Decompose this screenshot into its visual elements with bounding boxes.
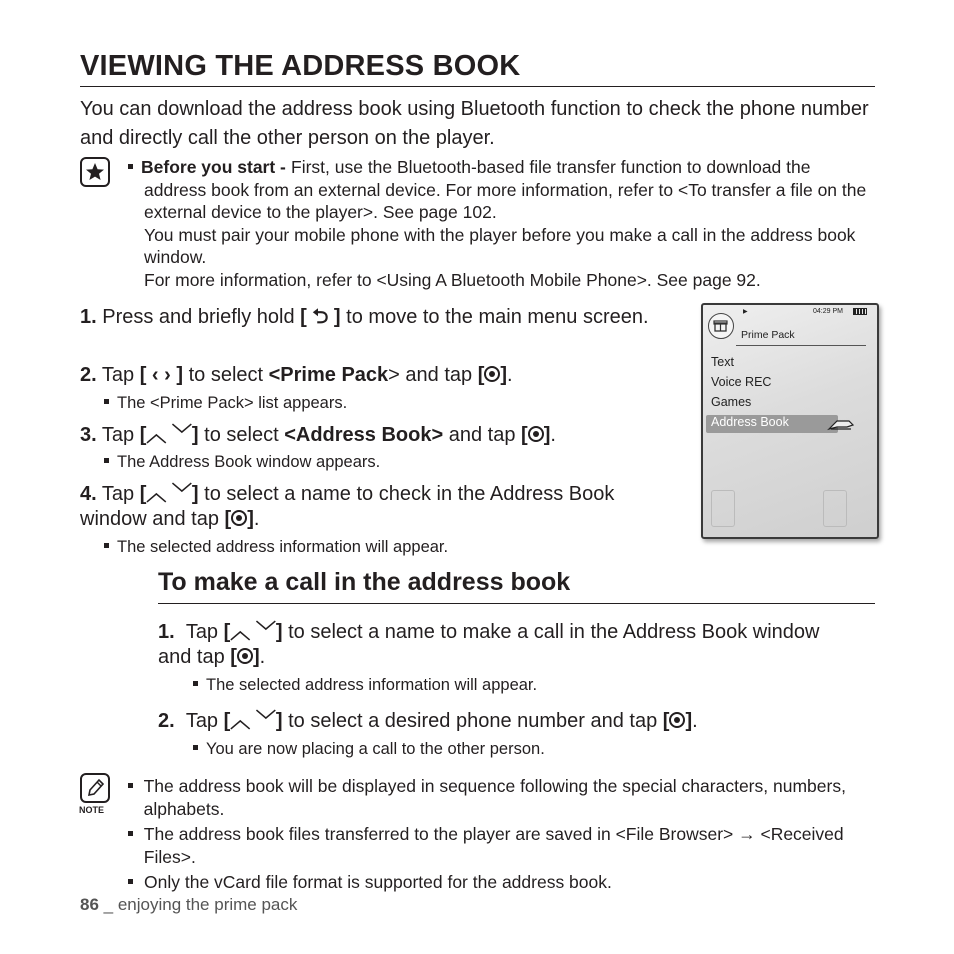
- before-label: Before you start -: [141, 157, 286, 177]
- select-key-icon: [528, 426, 544, 442]
- note-label: NOTE: [79, 805, 105, 815]
- select-key-icon: [231, 510, 247, 526]
- prime-pack-icon: [708, 313, 734, 339]
- section-title: To make a call in the address book: [158, 568, 571, 596]
- play-icon: ▶: [743, 309, 748, 315]
- address-book-icon: [827, 415, 855, 433]
- battery-icon: [853, 308, 867, 315]
- note-pencil-icon: [80, 773, 110, 803]
- before-text-3: For more information, refer to <Using A Bluetooth Mobile Phone>. See page 92.: [144, 269, 761, 290]
- bullet-icon: [128, 879, 133, 884]
- left-right-key-icon: [ ‹ › ]: [139, 364, 184, 386]
- step-number: 1.: [80, 306, 97, 328]
- menu-item-name: <Address Book>: [284, 424, 444, 446]
- up-down-key-icon: [︿ ﹀]: [139, 483, 199, 505]
- step-text: Tap: [101, 364, 135, 386]
- step-text: to select a desired phone number and tap: [288, 710, 658, 732]
- before-text-2: You must pair your mobile phone with the player before you make a call in the address book window.: [144, 224, 856, 267]
- step-text: Tap: [101, 483, 135, 505]
- step-text: to move to the main menu screen.: [346, 306, 649, 328]
- header-divider: [736, 345, 866, 346]
- bullet-icon: [128, 164, 133, 169]
- screen-header: Prime Pack: [741, 329, 795, 341]
- note-item: [128, 871, 868, 894]
- result-text: The <Prime Pack> list appears.: [117, 394, 348, 412]
- bullet-icon: [104, 458, 109, 463]
- menu-item-address-book[interactable]: Address Book: [711, 415, 789, 429]
- step-text: to select a name to check in the Address Book window and tap: [80, 483, 615, 530]
- before-text-1: First, use the Bluetooth-based file transfer function to download the address book from an external device. For more information, refer to <To transfer a file on the external device to the player>. See page 102.: [144, 157, 867, 222]
- step-3: 3. Tap [︿ ﹀] to select <Address Book> and tap [ ].: [80, 424, 556, 446]
- up-down-key-icon: [︿ ﹀]: [223, 710, 283, 732]
- bullet-icon: [128, 783, 133, 788]
- select-key-icon: [237, 648, 253, 664]
- up-down-key-icon: [︿ ﹀]: [139, 424, 199, 446]
- step-4-result: [104, 537, 448, 557]
- result-text: You are now placing a call to the other person.: [206, 740, 545, 758]
- menu-item-text[interactable]: Text: [711, 355, 734, 369]
- select-key-icon: [484, 366, 500, 382]
- notes-list: [128, 775, 868, 894]
- star-icon: [80, 157, 110, 187]
- section-name: _ enjoying the prime pack: [103, 895, 298, 914]
- step-2: 2. Tap [ ‹ › ] to select <Prime Pack> and tap [ ].: [80, 364, 513, 386]
- note-item: [128, 775, 868, 820]
- note-text: Only the vCard file format is supported for the address book.: [144, 872, 612, 892]
- up-down-key-icon: [︿ ﹀]: [223, 621, 283, 643]
- title-rule: [80, 86, 875, 87]
- note-text: The address book will be displayed in sequence following the special characters, numbers, alphabets.: [143, 776, 846, 819]
- note-item: [128, 823, 868, 868]
- step-1: [80, 305, 650, 330]
- result-text: The Address Book window appears.: [117, 453, 381, 471]
- bullet-icon: [193, 681, 198, 686]
- result-text: The selected address information will appear.: [206, 676, 538, 694]
- menu-item-voice-rec[interactable]: Voice REC: [711, 375, 772, 389]
- step-3-result: [104, 452, 380, 472]
- step-number: 2.: [158, 710, 175, 732]
- step-text: to select: [204, 424, 279, 446]
- bullet-icon: [193, 745, 198, 750]
- page-number: 86: [80, 895, 99, 914]
- step-2-result: [104, 393, 347, 413]
- call-step-2-result: [193, 739, 545, 759]
- call-step-1-result: [193, 675, 537, 695]
- step-text: to select a name to make a call in the Address Book window and tap: [158, 621, 820, 668]
- step-number: 1.: [158, 621, 175, 643]
- note-text: The address book files transferred to the player are saved in <File Browser> → <Received Files>.: [143, 824, 844, 867]
- bullet-icon: [128, 831, 133, 836]
- decoration-shape: [711, 490, 735, 527]
- step-text: Tap: [101, 424, 135, 446]
- call-step-2: 2. Tap [︿ ﹀] to select a desired phone number and tap [ ].: [158, 710, 698, 732]
- step-text: Press and briefly hold: [102, 306, 295, 328]
- step-number: 4.: [80, 483, 97, 505]
- before-you-start-note: [128, 156, 868, 291]
- menu-item-name: <Prime Pack: [268, 364, 389, 386]
- step-number: 2.: [80, 364, 97, 386]
- step-number: 3.: [80, 424, 97, 446]
- bullet-icon: [104, 543, 109, 548]
- section-rule: [158, 603, 875, 604]
- back-key-icon: [ ⮌ ]: [300, 306, 341, 328]
- step-4: 4. Tap [︿ ﹀] to select a name to check in the Address Book window and tap [ ].: [80, 483, 615, 530]
- intro-paragraph: You can download the address book using Bluetooth function to check the phone number and directly call the other person on the player.: [80, 98, 869, 149]
- decoration-shape: [823, 490, 847, 527]
- select-key-icon: [669, 712, 685, 728]
- bullet-icon: [104, 399, 109, 404]
- device-screen: [701, 303, 879, 539]
- call-step-1: 1. Tap [︿ ﹀] to select a name to make a call in the Address Book window and tap [ ].: [158, 621, 820, 668]
- step-text: and tap: [448, 424, 516, 446]
- step-text: to select: [188, 364, 264, 386]
- page-title: VIEWING THE ADDRESS BOOK: [80, 50, 521, 82]
- step-text: Tap: [185, 621, 219, 643]
- result-text: The selected address information will appear.: [117, 538, 449, 556]
- menu-item-games[interactable]: Games: [711, 395, 752, 409]
- clock-text: 04:29 PM: [813, 308, 843, 315]
- step-text: > and tap: [388, 364, 473, 386]
- step-text: Tap: [185, 710, 219, 732]
- page-footer: [80, 895, 297, 915]
